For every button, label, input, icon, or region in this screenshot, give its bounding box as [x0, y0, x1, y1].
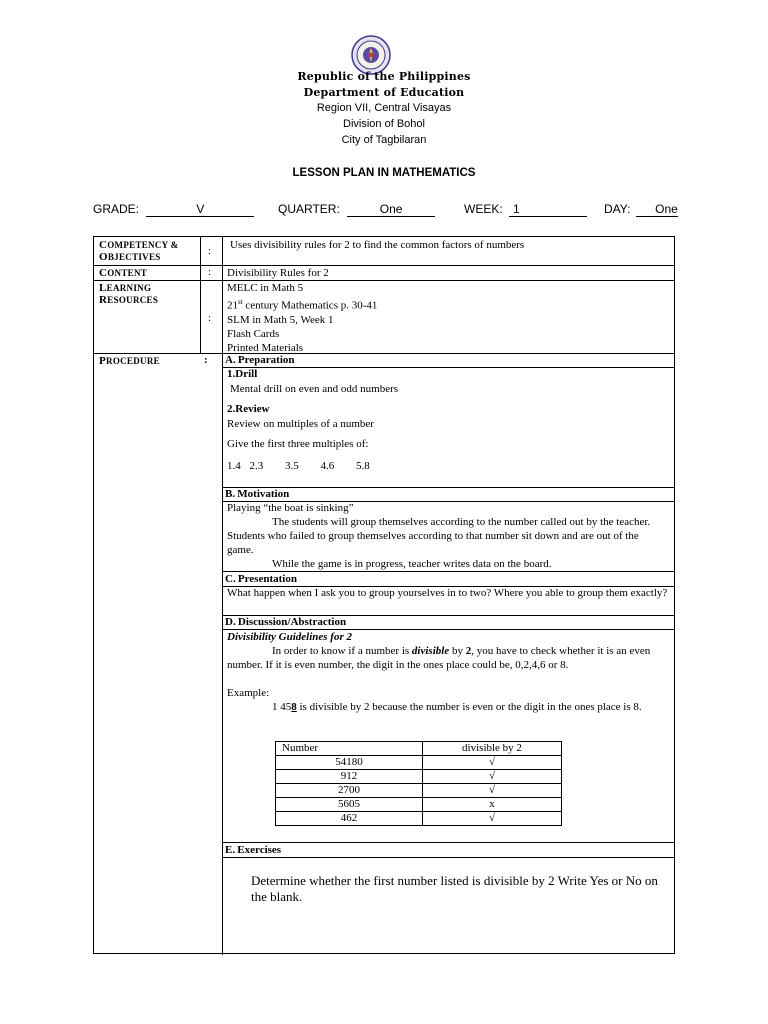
quarter-field [278, 202, 435, 217]
quarter-label: QUARTER: [278, 202, 340, 216]
motivation-paragraph: The students will group themselves according to the number called out by the teacher. Students who failed to group themselves according to that number sit down and are out of the game. [227, 516, 651, 556]
table-cell: 912 [276, 770, 423, 784]
grade-field [93, 202, 254, 217]
week-label: WEEK: [464, 202, 503, 216]
divider [222, 842, 674, 843]
resource-item: 21st century Mathematics p. 30-41 [227, 298, 378, 312]
procedure-colon: : [204, 354, 208, 366]
department-name: Department of Education [303, 86, 465, 99]
review-prompt: Give the first three multiples of: [227, 438, 369, 450]
motivation-content [227, 501, 667, 571]
content-label: CONTENT [99, 267, 148, 279]
divider [222, 487, 674, 488]
table-cell: 2700 [276, 784, 423, 798]
discussion-content [227, 630, 667, 714]
table-header-row [276, 742, 562, 756]
table-row [276, 770, 562, 784]
competency-colon: : [208, 245, 212, 257]
table-row [276, 798, 562, 812]
region-name: Region VII, Central Visayas [316, 102, 452, 114]
division-name: Division of Bohol [343, 118, 425, 130]
divider [222, 237, 223, 955]
review-text: Review on multiples of a number [227, 418, 374, 430]
divider [222, 857, 674, 858]
week-field [464, 202, 587, 217]
city-name: City of Tagbilaran [341, 134, 427, 146]
grade-value: V [146, 203, 254, 217]
section-preparation-title: A. Preparation [225, 354, 295, 366]
resources-label: LEARNING RESOURCES [99, 282, 159, 306]
resource-item: Flash Cards [227, 327, 280, 340]
section-exercises-title: E. Exercises [225, 844, 282, 856]
review-title: 2.Review [227, 403, 270, 415]
table-cell: x [423, 798, 562, 812]
table-row [276, 784, 562, 798]
presentation-text: What happen when I ask you to group yourselves in to two? Where you able to group them exactly? [227, 587, 668, 599]
drill-title: 1.Drill [227, 368, 258, 380]
lesson-plan-table [93, 236, 675, 954]
table-row [276, 812, 562, 826]
review-item: 1.4 [227, 460, 241, 472]
week-value: 1 [509, 203, 587, 217]
review-item: 2.3 [249, 460, 264, 472]
grade-label: GRADE: [93, 202, 140, 216]
exercises-text: Determine whether the first number listed is divisible by 2 Write Yes or No on the blank. [251, 873, 658, 904]
divider [222, 367, 674, 368]
competency-label: COMPETENCY & OBJECTIVES [99, 239, 179, 263]
country-name: Republic of the Philippines [297, 70, 471, 83]
table-cell: √ [423, 770, 562, 784]
discussion-example: 1 458 is divisible by 2 because the number is even or the digit in the ones place is 8. [272, 701, 642, 713]
section-motivation-title: B. Motivation [225, 488, 290, 500]
table-cell: √ [423, 756, 562, 770]
day-field [604, 202, 678, 217]
content-text: Divisibility Rules for 2 [227, 267, 329, 279]
document-title: LESSON PLAN IN MATHEMATICS [292, 167, 476, 179]
drill-text: Mental drill on even and odd numbers [230, 383, 399, 395]
table-cell: √ [423, 784, 562, 798]
table-row [276, 756, 562, 770]
divisibility-table [275, 741, 562, 826]
discussion-example-label: Example: [227, 687, 270, 699]
quarter-value: One [347, 203, 435, 217]
divider [200, 237, 201, 354]
table-cell: 462 [276, 812, 423, 826]
procedure-label: PROCEDURE [99, 355, 160, 367]
motivation-game: Playing “the boat is sinking” [227, 502, 354, 514]
motivation-paragraph: While the game is in progress, teacher writes data on the board. [272, 558, 552, 570]
section-discussion-title: D. Discussion/Abstraction [225, 616, 347, 628]
review-item: 4.6 [320, 460, 335, 472]
table-header: Number [276, 742, 423, 756]
review-items [227, 459, 527, 473]
competency-text: Uses divisibility rules for 2 to find the common factors of numbers [230, 239, 525, 251]
content-colon: : [208, 266, 212, 278]
review-item: 3.5 [285, 460, 299, 472]
table-cell: 54180 [276, 756, 423, 770]
resources-colon: : [208, 312, 212, 324]
divider [94, 265, 674, 266]
review-item: 5.8 [356, 460, 370, 472]
resource-item: MELC in Math 5 [227, 282, 304, 294]
day-value: One [636, 203, 678, 217]
discussion-guide-title: Divisibility Guidelines for 2 [227, 631, 352, 643]
table-cell: 5605 [276, 798, 423, 812]
section-presentation-title: C. Presentation [225, 573, 297, 585]
day-label: DAY: [604, 202, 631, 216]
deped-seal-icon [351, 35, 391, 75]
discussion-paragraph: In order to know if a number is divisible by 2, you have to check whether it is an even number. If it is even number, the digit in the ones place could be, 0,2,4,6 or 8. [227, 645, 651, 671]
resources-list [227, 281, 667, 355]
resource-item: SLM in Math 5, Week 1 [227, 313, 334, 326]
table-header: divisible by 2 [423, 742, 562, 756]
resource-item: Printed Materials [227, 341, 304, 354]
table-cell: √ [423, 812, 562, 826]
